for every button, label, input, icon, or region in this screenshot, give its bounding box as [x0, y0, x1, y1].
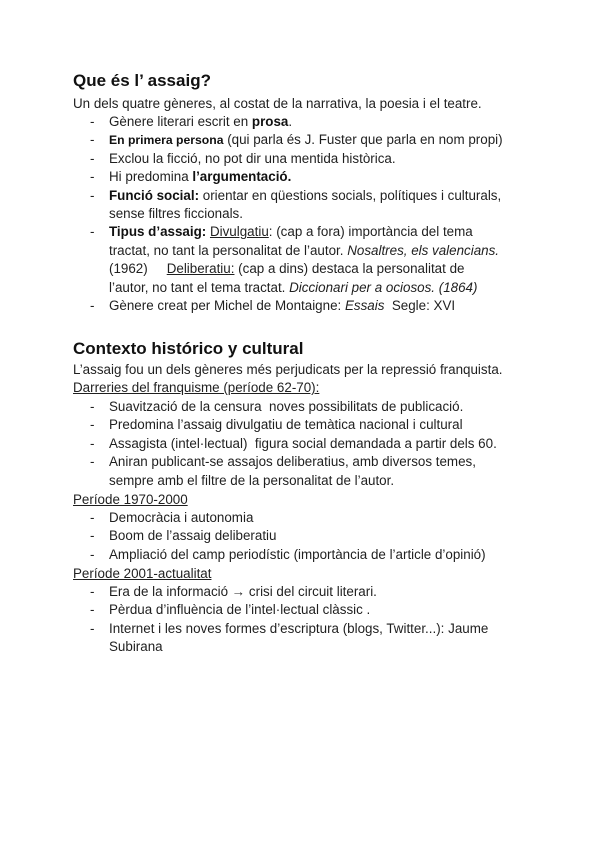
list-item: - Gènere literari escrit en prosa.: [73, 113, 553, 131]
list-item: - Era de la informació → crisi del circuit literari.: [73, 583, 553, 601]
list-item: - Exclou la ficció, no pot dir una mentida històrica.: [73, 150, 553, 168]
period-2001-list: [73, 583, 553, 657]
section-intro: L’assaig fou un dels gèneres més perjudicats per la repressió franquista.: [73, 362, 503, 377]
period-1970-2000-list: [73, 509, 553, 564]
list-item: - En primera persona (qui parla és J. Fuster que parla en nom propi): [73, 131, 553, 149]
list-item: - Ampliació del camp periodístic (importància de l’article d’opinió): [73, 546, 553, 564]
section-intro: Un dels quatre gèneres, al costat de la narrativa, la poesia i el teatre.: [73, 96, 482, 111]
list-item: - Tipus d’assaig: Divulgatiu: (cap a fora) importància del tema tractat, no tant la personalitat de l’autor. Nosaltres, els valencians. (1962) Deliberatiu: (cap a dins) destaca la personalitat de l’autor, no tant el tema tractat. Diccionari per a ociosos. (1864): [73, 223, 553, 297]
list-item: - Gènere creat per Michel de Montaigne: Essais Segle: XVI: [73, 297, 553, 315]
list-item: - Boom de l’assaig deliberatiu: [73, 527, 553, 545]
section-title-assaig: Que és l’ assaig?: [73, 71, 211, 90]
assaig-features-list: [73, 113, 553, 315]
list-item: - Predomina l’assaig divulgatiu de temàtica nacional i cultural: [73, 416, 553, 434]
period-heading-1970-2000: Període 1970-2000: [73, 492, 188, 507]
list-item: - Internet i les noves formes d’escriptura (blogs, Twitter...): Jaume Subirana: [73, 620, 553, 657]
list-item: - Hi predomina l’argumentació.: [73, 168, 553, 186]
list-item: - Democràcia i autonomia: [73, 509, 553, 527]
period-heading-2001: Període 2001-actualitat: [73, 566, 212, 581]
list-item: - Pèrdua d’influència de l’intel·lectual clàssic .: [73, 601, 553, 619]
period-heading-62-70: Darreries del franquisme (període 62-70):: [73, 380, 320, 395]
period-62-70-list: [73, 398, 553, 490]
list-item: - Funció social: orientar en qüestions socials, polítiques i culturals, sense filtres ficcionals.: [73, 187, 553, 224]
list-item: - Suavització de la censura noves possibilitats de publicació.: [73, 398, 553, 416]
list-item: - Assagista (intel·lectual) figura social demandada a partir dels 60.: [73, 435, 553, 453]
list-item: - Aniran publicant-se assajos deliberatius, amb diversos temes, sempre amb el filtre de la personalitat de l’autor.: [73, 453, 553, 490]
section-title-context: Contexto histórico y cultural: [73, 339, 304, 358]
